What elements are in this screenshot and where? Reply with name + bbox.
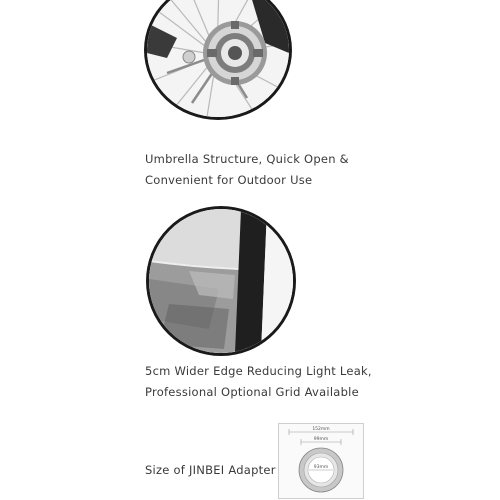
- umbrella-hub-illustration: [147, 0, 289, 117]
- caption-line: Professional Optional Grid Available: [145, 385, 359, 399]
- softbox-edge-photo: [146, 206, 296, 356]
- caption-line: 5cm Wider Edge Reducing Light Leak,: [145, 364, 372, 378]
- caption-line: Size of JINBEI Adapter: [145, 463, 276, 477]
- softbox-edge-illustration: [149, 209, 293, 353]
- adapter-diagram: [278, 423, 364, 499]
- caption-line: Umbrella Structure, Quick Open &: [145, 152, 349, 166]
- adapter-outer-label: 152mm: [312, 427, 330, 432]
- umbrella-hub-photo: [144, 0, 292, 120]
- adapter-size-caption: [145, 460, 276, 481]
- adapter-ring-drawing: [279, 424, 363, 498]
- wider-edge-caption: [145, 361, 372, 403]
- caption-line: Convenient for Outdoor Use: [145, 173, 313, 187]
- adapter-inner-label: 93mm: [313, 465, 329, 470]
- adapter-middle-label: 99mm: [313, 437, 329, 442]
- umbrella-structure-caption: [145, 149, 349, 191]
